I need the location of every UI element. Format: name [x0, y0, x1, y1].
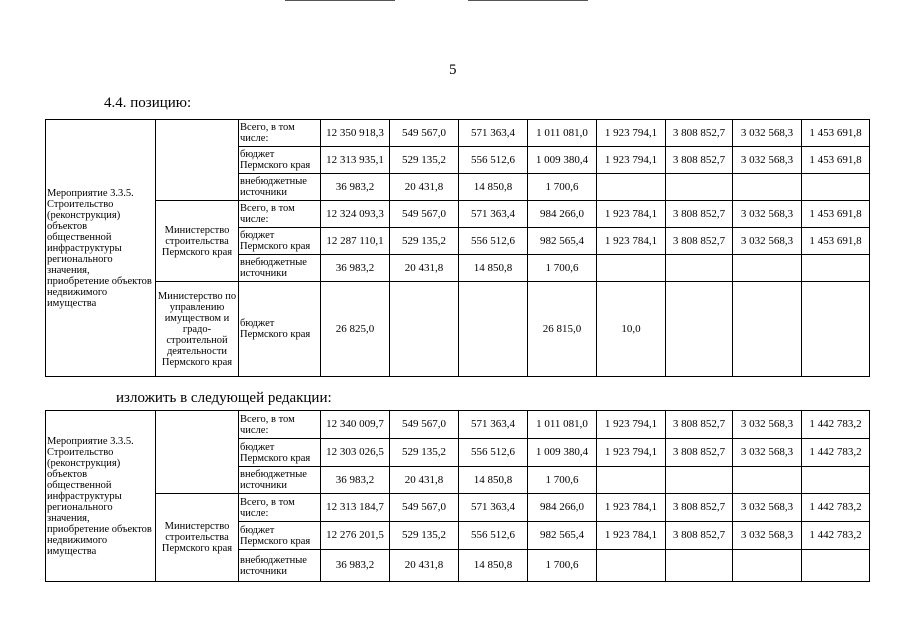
value-cell: 529 135,2 — [390, 228, 459, 255]
top-rule-right — [468, 0, 588, 1]
value-cell: 26 815,0 — [528, 282, 597, 377]
table-row — [46, 201, 870, 228]
value-cell: 3 808 852,7 — [666, 411, 733, 439]
value-cell: 1 923 784,1 — [597, 522, 666, 550]
value-cell — [733, 255, 802, 282]
value-cell: 1 453 691,8 — [802, 201, 870, 228]
value-cell: 556 512,6 — [459, 228, 528, 255]
value-cell — [733, 550, 802, 582]
heading-new-edition: изложить в следующей редакции: — [116, 390, 332, 406]
value-cell: 1 923 794,1 — [597, 120, 666, 147]
value-cell — [733, 282, 802, 377]
measure-cell: Мероприятие 3.3.5. Строительство (реконструкция) объектов общественной инфраструктуры регионального значения, приобретение объектов недвижимого имущества — [46, 120, 156, 377]
value-cell: 12 340 009,7 — [321, 411, 390, 439]
row-label: внебюджетные источники — [239, 174, 321, 201]
value-cell: 20 431,8 — [390, 174, 459, 201]
value-cell — [597, 550, 666, 582]
value-cell — [666, 467, 733, 494]
value-cell: 549 567,0 — [390, 494, 459, 522]
value-cell: 12 313 935,1 — [321, 147, 390, 174]
heading-position: 4.4. позицию: — [104, 95, 192, 111]
value-cell: 3 032 568,3 — [733, 411, 802, 439]
value-cell: 20 431,8 — [390, 255, 459, 282]
value-cell: 984 266,0 — [528, 201, 597, 228]
value-cell: 1 011 081,0 — [528, 411, 597, 439]
table-row — [46, 120, 870, 147]
value-cell: 3 032 568,3 — [733, 147, 802, 174]
value-cell: 14 850,8 — [459, 467, 528, 494]
row-label: внебюджетные источники — [239, 550, 321, 582]
value-cell: 36 983,2 — [321, 467, 390, 494]
value-cell: 1 923 794,1 — [597, 411, 666, 439]
row-label: бюджет Пермского края — [239, 228, 321, 255]
value-cell: 14 850,8 — [459, 550, 528, 582]
value-cell: 529 135,2 — [390, 147, 459, 174]
executor-cell: Министерство строительства Пермского края — [156, 201, 239, 282]
value-cell — [666, 550, 733, 582]
page-number: 5 — [449, 62, 457, 78]
executor-cell: Министерство строительства Пермского края — [156, 494, 239, 582]
value-cell — [666, 282, 733, 377]
table-row — [46, 411, 870, 439]
value-cell — [802, 282, 870, 377]
value-cell: 556 512,6 — [459, 439, 528, 467]
value-cell — [597, 174, 666, 201]
value-cell: 20 431,8 — [390, 550, 459, 582]
value-cell — [802, 550, 870, 582]
value-cell: 1 453 691,8 — [802, 120, 870, 147]
value-cell: 14 850,8 — [459, 255, 528, 282]
value-cell: 3 032 568,3 — [733, 228, 802, 255]
table-original-position — [45, 119, 870, 377]
table-row — [46, 282, 870, 377]
value-cell: 12 324 093,3 — [321, 201, 390, 228]
value-cell — [802, 467, 870, 494]
value-cell: 20 431,8 — [390, 467, 459, 494]
value-cell — [597, 255, 666, 282]
value-cell: 549 567,0 — [390, 411, 459, 439]
row-label: Всего, в том числе: — [239, 494, 321, 522]
value-cell: 1 923 794,1 — [597, 439, 666, 467]
executor-empty-cell — [156, 120, 239, 201]
table-new-edition — [45, 410, 870, 582]
value-cell: 1 442 783,2 — [802, 494, 870, 522]
row-label: Всего, в том числе: — [239, 120, 321, 147]
value-cell — [802, 174, 870, 201]
value-cell — [733, 174, 802, 201]
value-cell — [733, 467, 802, 494]
value-cell: 549 567,0 — [390, 201, 459, 228]
value-cell: 549 567,0 — [390, 120, 459, 147]
value-cell: 36 983,2 — [321, 255, 390, 282]
value-cell — [597, 467, 666, 494]
value-cell: 3 032 568,3 — [733, 201, 802, 228]
executor-empty-cell — [156, 411, 239, 494]
row-label: бюджет Пермского края — [239, 439, 321, 467]
value-cell: 571 363,4 — [459, 411, 528, 439]
value-cell: 556 512,6 — [459, 522, 528, 550]
value-cell: 982 565,4 — [528, 522, 597, 550]
value-cell — [666, 174, 733, 201]
value-cell: 529 135,2 — [390, 439, 459, 467]
value-cell: 12 276 201,5 — [321, 522, 390, 550]
measure-cell: Мероприятие 3.3.5. Строительство (реконструкция) объектов общественной инфраструктуры регионального значения, приобретение объектов недвижимого имущества — [46, 411, 156, 582]
value-cell: 1 442 783,2 — [802, 411, 870, 439]
top-rule-left — [285, 0, 395, 1]
value-cell: 1 453 691,8 — [802, 147, 870, 174]
value-cell: 1 442 783,2 — [802, 522, 870, 550]
value-cell: 529 135,2 — [390, 522, 459, 550]
value-cell: 1 009 380,4 — [528, 147, 597, 174]
value-cell: 556 512,6 — [459, 147, 528, 174]
value-cell: 3 808 852,7 — [666, 120, 733, 147]
row-label: внебюджетные источники — [239, 467, 321, 494]
value-cell — [666, 255, 733, 282]
value-cell: 3 808 852,7 — [666, 147, 733, 174]
value-cell: 1 453 691,8 — [802, 228, 870, 255]
value-cell: 1 700,6 — [528, 467, 597, 494]
value-cell: 1 011 081,0 — [528, 120, 597, 147]
value-cell: 1 700,6 — [528, 255, 597, 282]
value-cell: 3 808 852,7 — [666, 201, 733, 228]
value-cell: 571 363,4 — [459, 120, 528, 147]
table-row — [46, 494, 870, 522]
value-cell — [802, 255, 870, 282]
row-label: бюджет Пермского края — [239, 282, 321, 377]
value-cell: 3 032 568,3 — [733, 439, 802, 467]
value-cell — [390, 282, 459, 377]
value-cell: 1 923 784,1 — [597, 228, 666, 255]
value-cell: 36 983,2 — [321, 550, 390, 582]
value-cell: 3 808 852,7 — [666, 439, 733, 467]
value-cell: 36 983,2 — [321, 174, 390, 201]
value-cell: 571 363,4 — [459, 494, 528, 522]
value-cell: 3 032 568,3 — [733, 120, 802, 147]
value-cell: 3 808 852,7 — [666, 228, 733, 255]
value-cell: 12 287 110,1 — [321, 228, 390, 255]
value-cell: 26 825,0 — [321, 282, 390, 377]
row-label: Всего, в том числе: — [239, 201, 321, 228]
value-cell: 3 808 852,7 — [666, 522, 733, 550]
value-cell: 12 303 026,5 — [321, 439, 390, 467]
value-cell: 1 700,6 — [528, 550, 597, 582]
value-cell: 12 313 184,7 — [321, 494, 390, 522]
row-label: Всего, в том числе: — [239, 411, 321, 439]
value-cell: 1 923 794,1 — [597, 147, 666, 174]
value-cell: 982 565,4 — [528, 228, 597, 255]
value-cell: 1 442 783,2 — [802, 439, 870, 467]
value-cell — [459, 282, 528, 377]
value-cell: 14 850,8 — [459, 174, 528, 201]
row-label: внебюджетные источники — [239, 255, 321, 282]
row-label: бюджет Пермского края — [239, 522, 321, 550]
value-cell: 12 350 918,3 — [321, 120, 390, 147]
value-cell: 3 808 852,7 — [666, 494, 733, 522]
value-cell: 1 009 380,4 — [528, 439, 597, 467]
value-cell: 1 923 784,1 — [597, 494, 666, 522]
value-cell: 10,0 — [597, 282, 666, 377]
value-cell: 3 032 568,3 — [733, 522, 802, 550]
value-cell: 984 266,0 — [528, 494, 597, 522]
value-cell: 571 363,4 — [459, 201, 528, 228]
row-label: бюджет Пермского края — [239, 147, 321, 174]
value-cell: 3 032 568,3 — [733, 494, 802, 522]
value-cell: 1 700,6 — [528, 174, 597, 201]
value-cell: 1 923 784,1 — [597, 201, 666, 228]
executor-cell: Министерство по управлению имуществом и градо-строительной деятельности Пермского края — [156, 282, 239, 377]
